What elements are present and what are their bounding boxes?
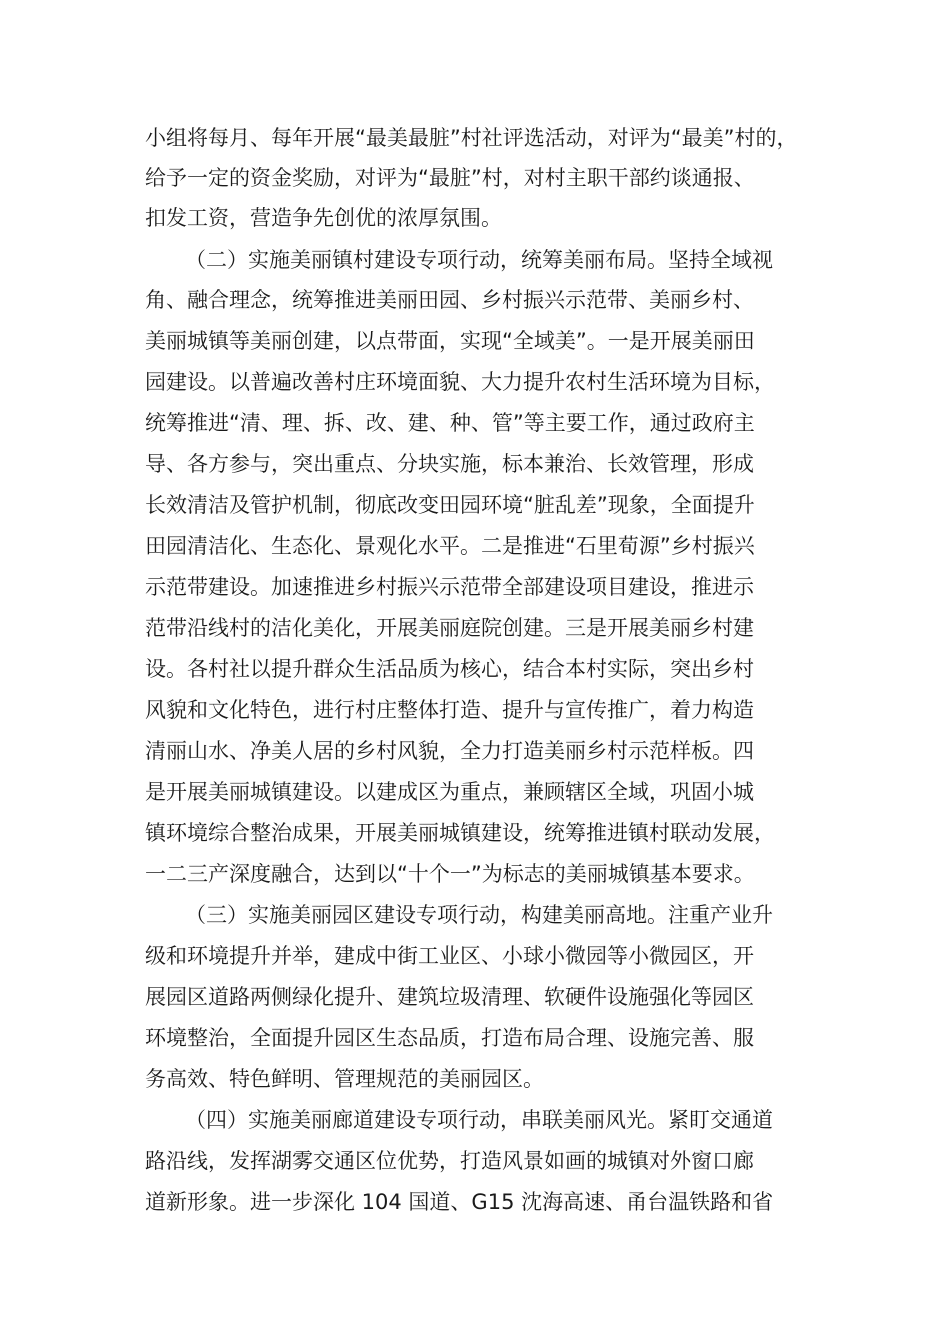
text-line: 长效清洁及管护机制，彻底改变田园环境“脏乱差”现象，全面提升: [145, 493, 755, 517]
text-line: 镇环境综合整治成果，开展美丽城镇建设，统筹推进镇村联动发展，: [145, 821, 775, 845]
text-line: 示范带建设。加速推进乡村振兴示范带全部建设项目建设，推进示: [145, 575, 754, 599]
paragraph-start-line: （三）实施美丽园区建设专项行动，构建美丽高地。注重产业升: [185, 903, 773, 927]
text-line: 级和环境提升并举，建成中街工业区、小球小微园等小微园区，开: [145, 944, 754, 968]
text-line: 园建设。以普遍改善村庄环境面貌、大力提升农村生活环境为目标，: [145, 370, 775, 394]
text-line: 范带沿线村的洁化美化，开展美丽庭院创建。三是开展美丽乡村建: [145, 616, 754, 640]
text-line: 田园清洁化、生态化、景观化水平。二是推进“石里荀源”乡村振兴: [145, 534, 755, 558]
text-line: 展园区道路两侧绿化提升、建筑垃圾清理、软硬件设施强化等园区: [145, 985, 754, 1009]
text-line: 道新形象。进一步深化 104 国道、G15 沈海高速、甬台温铁路和省: [145, 1190, 774, 1214]
text-line: 路沿线，发挥湖雾交通区位优势，打造风景如画的城镇对外窗口廊: [145, 1149, 754, 1173]
text-line: 环境整治，全面提升园区生态品质，打造布局合理、设施完善、服: [145, 1026, 754, 1050]
text-line: 角、融合理念，统筹推进美丽田园、乡村振兴示范带、美丽乡村、: [145, 288, 754, 312]
paragraph-start-line: （二）实施美丽镇村建设专项行动，统筹美丽布局。坚持全域视: [185, 248, 773, 272]
text-line: 风貌和文化特色，进行村庄整体打造、提升与宣传推广，着力构造: [145, 698, 754, 722]
text-line: 一二三产深度融合，达到以“十个一”为标志的美丽城镇基本要求。: [145, 862, 755, 886]
text-line: 美丽城镇等美丽创建，以点带面，实现“全域美”。一是开展美丽田: [145, 329, 755, 353]
text-line: 导、各方参与，突出重点、分块实施，标本兼治、长效管理，形成: [145, 452, 754, 476]
paragraph-start-line: （四）实施美丽廊道建设专项行动，串联美丽风光。紧盯交通道: [185, 1108, 773, 1132]
text-line: 清丽山水、净美人居的乡村风貌，全力打造美丽乡村示范样板。四: [145, 739, 754, 763]
text-line: 统筹推进“清、理、拆、改、建、种、管”等主要工作，通过政府主: [145, 411, 755, 435]
text-line: 给予一定的资金奖励，对评为“最脏”村，对村主职干部约谈通报、: [145, 166, 755, 190]
text-line: 务高效、特色鲜明、管理规范的美丽园区。: [145, 1067, 544, 1091]
text-line: 是开展美丽城镇建设。以建成区为重点，兼顾辖区全域，巩固小城: [145, 780, 754, 804]
text-line: 设。各村社以提升群众生活品质为核心，结合本村实际，突出乡村: [145, 657, 754, 681]
text-line: 扣发工资，营造争先创优的浓厚氛围。: [145, 206, 502, 230]
text-line: 小组将每月、每年开展“最美最脏”村社评选活动，对评为“最美”村的，: [145, 126, 798, 150]
